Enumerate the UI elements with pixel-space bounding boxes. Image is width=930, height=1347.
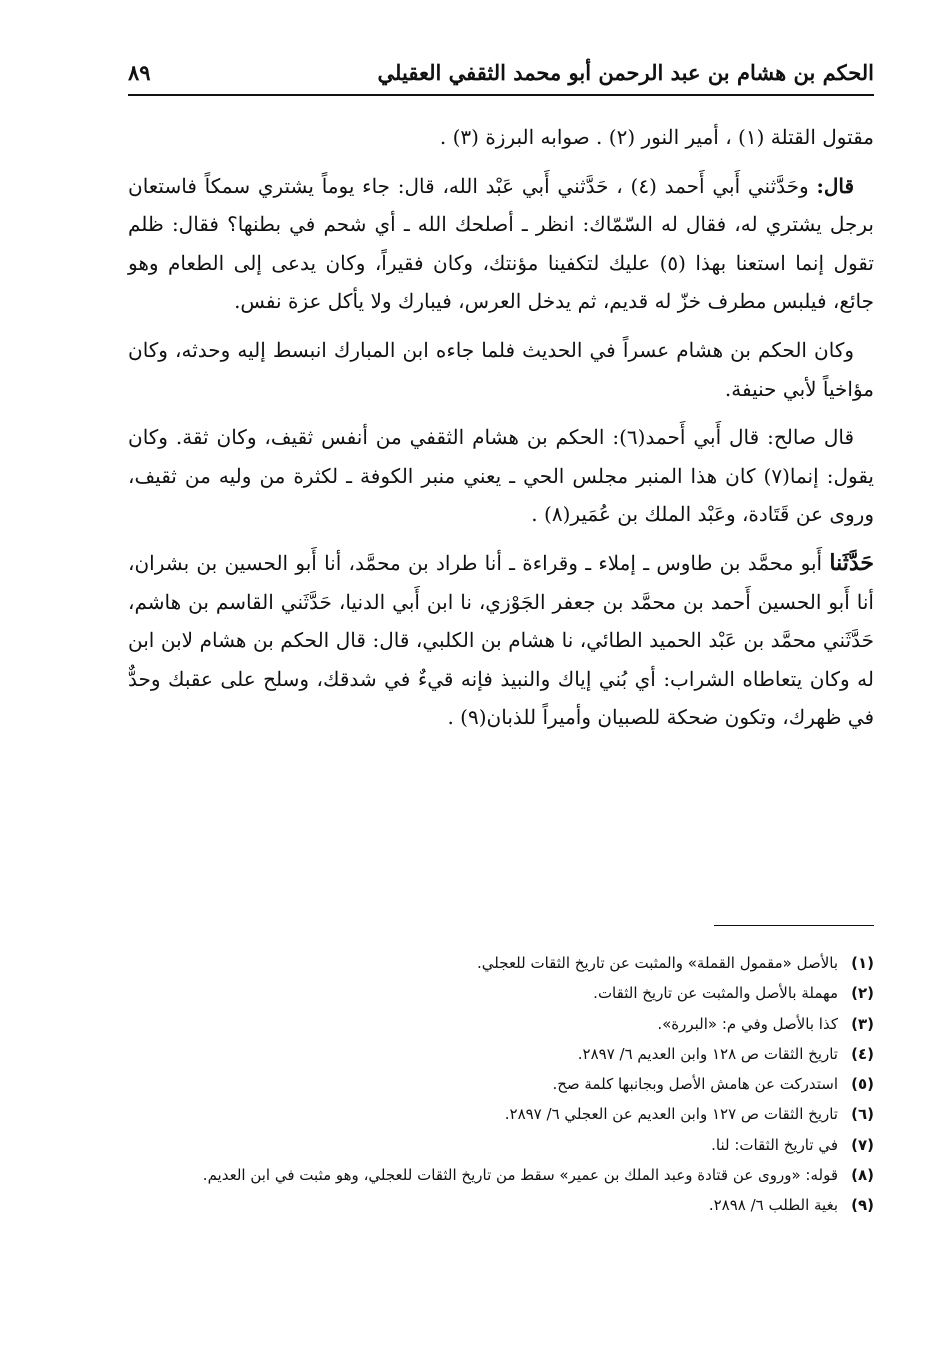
footnote-text: تاريخ الثقات ص ١٢٨ وابن العديم ٦/ ٢٨٩٧.	[577, 1044, 838, 1063]
footnote-number: (٢)	[851, 984, 874, 1003]
footnote-item	[128, 1160, 874, 1190]
footnote-item	[128, 1039, 874, 1069]
paragraph-text: وحَدَّثني أَبي أَحمد (٤) ، حَدَّثني أَبي عَبْد الله، قال: جاء يوماً يشتري سمكاً فاستعان برجل يشتري له، فقال له السّمّاك: انظر ـ أصلحك الله ـ أي شحم في بطنها؟ فقال: ظلم تقول إنما استعنا بهذا (٥) عليك لتكفينا مؤنتك، وكان فقيراً، وكان يدعى إلى الطعام وهو جائع، فيلبس مطرف خزّ له قديم، ثم يدخل العرس، فيبارك ولا يأكل عزة نفس.	[128, 173, 874, 314]
paragraph	[128, 167, 874, 321]
footnote-number: (٨)	[851, 1166, 874, 1185]
footnote-text: بغية الطلب ٦/ ٢٨٩٨.	[708, 1196, 838, 1215]
footnote-text: في تاريخ الثقات: لنا.	[711, 1135, 838, 1154]
footnote-text: استدركت عن هامش الأصل وبجانبها كلمة صح.	[552, 1075, 838, 1094]
paragraph-lead: قال:	[816, 173, 855, 198]
footnotes	[128, 948, 874, 1221]
footnote-item	[128, 1130, 874, 1160]
footnote-item	[128, 1190, 874, 1220]
footnote-item	[128, 978, 874, 1008]
paragraph-text: وكان الحكم بن هشام عسراً في الحديث فلما جاءه ابن المبارك انبسط إليه وحدثه، وكان مؤاخياً لأبي حنيفة.	[128, 337, 874, 401]
footnote-item	[128, 1099, 874, 1129]
running-header	[128, 56, 874, 96]
footnote-text: تاريخ الثقات ص ١٢٧ وابن العديم عن العجلي ٦/ ٢٨٩٧.	[504, 1105, 838, 1124]
footnote-item	[128, 1069, 874, 1099]
footnote-number: (٤)	[851, 1044, 874, 1063]
paragraph-text: قال صالح: قال أَبي أَحمد(٦): الحكم بن هشام الثقفي من أنفس ثقيف، وكان ثقة. وكان يقول: إنما(٧) كان هذا المنبر مجلس الحي ـ يعني منبر الكوفة ـ لكثرة من وليه من ثقيف، وروى عن قَتَادة، وعَبْد الملك بن عُمَير(٨) .	[128, 425, 875, 527]
paragraph	[128, 544, 874, 737]
footnote-item	[128, 948, 874, 978]
footnote-number: (٥)	[851, 1075, 874, 1094]
paragraph-lead: حَدَّثَنا	[829, 549, 874, 576]
footnote-number: (١)	[851, 954, 874, 972]
footnote-text: كذا بالأصل وفي م: «البررة».	[657, 1014, 838, 1033]
header-title: الحكم بن هشام بن عبد الرحمن أبو محمد الثقفي العقيلي	[377, 60, 874, 85]
footnote-number: (٣)	[851, 1014, 874, 1033]
footnote-text: قوله: «وروى عن قتادة وعبد الملك بن عمير» سقط من تاريخ الثقات للعجلي، وهو مثبت في ابن العديم.	[202, 1166, 838, 1185]
footnote-number: (٩)	[851, 1196, 874, 1215]
paragraph	[128, 331, 874, 408]
paragraph	[128, 418, 874, 534]
paragraph-text: مقتول القتلة (١) ، أمير النور (٢) . صوابه البرزة (٣) .	[439, 125, 874, 149]
page-number: ٨٩	[128, 60, 151, 85]
footnote-item	[128, 1009, 874, 1039]
paragraph-text: أَبو محمَّد بن طاوس ـ إملاء ـ وقراءة ـ أنا طراد بن محمَّد، أنا أَبو الحسين بن بشران، أنا أَبو الحسين أَحمد بن محمَّد بن جعفر الجَوْزي، نا ابن أَبي الدنيا، حَدَّثَني القاسم بن هاشم، حَدَّثَني محمَّد بن عَبْد الحميد الطائي، نا هشام بن الكلبي، قال: قال الحكم بن هشام لابن ابن له وكان يتعاطاه الشراب: أي بُني إياك والنبيذ فإنه قيءٌ في شدقك، وسلح على عقبك وحدٌّ في ظهرك، وتكون ضحكة للصبيان وأميراً للذبان(٩) .	[128, 550, 874, 730]
footnote-text: بالأصل «مقمول القملة» والمثبت عن تاريخ الثقات للعجلي.	[477, 954, 838, 972]
main-text	[128, 118, 874, 747]
footnote-number: (٧)	[851, 1135, 874, 1154]
paragraph	[128, 118, 874, 157]
footnote-text: مهملة بالأصل والمثبت عن تاريخ الثقات.	[593, 984, 838, 1003]
footnote-number: (٦)	[851, 1105, 874, 1124]
footnote-divider	[714, 925, 874, 926]
